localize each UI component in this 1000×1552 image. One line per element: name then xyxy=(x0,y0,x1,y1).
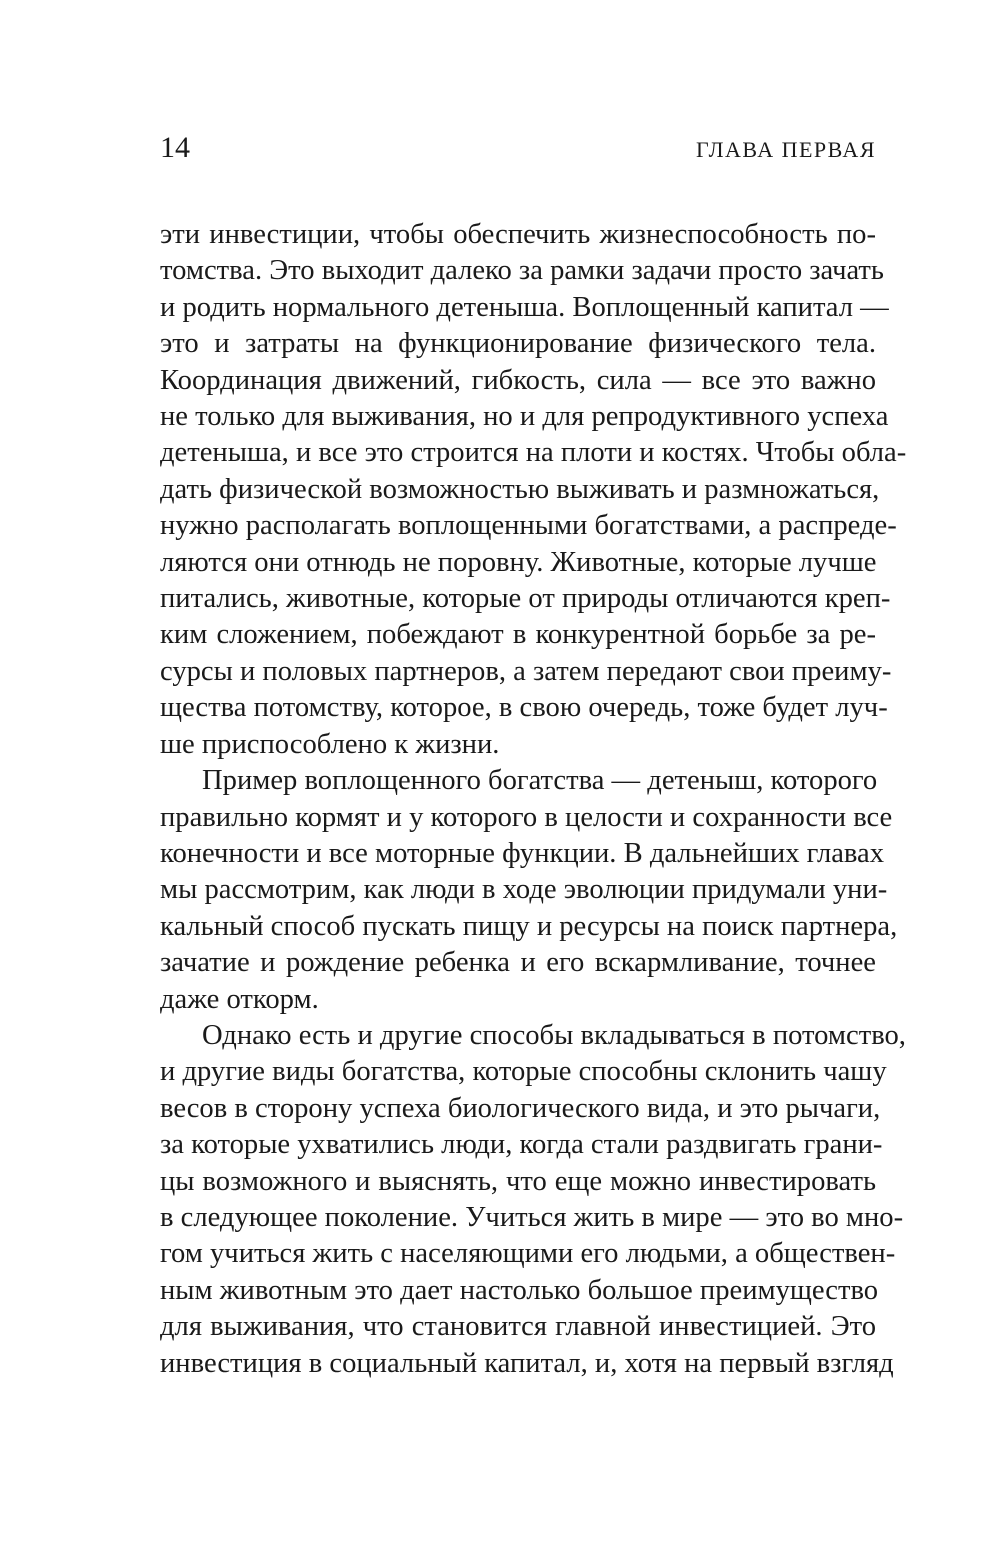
text-line: ким сложением, побеждают в конкурентной борьбе за ре- xyxy=(160,619,876,651)
text-line: для выживания, что становится главной инвестицией. Это xyxy=(160,1311,876,1343)
text-line: ляются они отнюдь не поровну. Животные, которые лучше xyxy=(160,546,877,578)
text-line: томства. Это выходит далеко за рамки задачи просто зачать xyxy=(160,255,884,287)
text-line: не только для выживания, но и для репродуктивного успеха xyxy=(160,401,889,433)
text-line: мы рассмотрим, как люди в ходе эволюции придумали уни- xyxy=(160,874,888,906)
text-line: гом учиться жить с населяющими его людьми, а обществен- xyxy=(160,1238,896,1270)
text-line: Координация движений, гибкость, сила — все это важно xyxy=(160,364,876,396)
text-line: Пример воплощенного богатства — детеныш, которого xyxy=(202,765,878,797)
text-line: и другие виды богатства, которые способны склонить чашу xyxy=(160,1056,887,1088)
text-line: детеныша, и все это строится на плоти и костях. Чтобы обла- xyxy=(160,437,907,469)
text-line: зачатие и рождение ребенка и его вскармливание, точнее xyxy=(160,947,876,979)
text-line: дать физической возможностью выживать и размножаться, xyxy=(160,473,880,505)
text-line: питались, животные, которые от природы отличаются креп- xyxy=(160,583,891,615)
text-line: ным животным это дает настолько большое преимущество xyxy=(160,1274,879,1306)
text-line: ше приспособлено к жизни. xyxy=(160,728,500,760)
paragraph-2 xyxy=(160,763,898,1018)
text-line: конечности и все моторные функции. В дальнейших главах xyxy=(160,837,885,869)
paragraph-3 xyxy=(160,1018,906,1382)
page-number: 14 xyxy=(160,131,190,164)
text-line: весов в сторону успеха биологического вида, и это рычаги, xyxy=(160,1092,881,1124)
text-line: в следующее поколение. Учиться жить в мире — это во мно- xyxy=(160,1201,904,1233)
body-text xyxy=(160,217,907,1382)
text-line: это и затраты на функционирование физического тела. xyxy=(160,328,876,360)
paragraph-1 xyxy=(160,217,907,763)
text-line: цы возможного и выяснять, что еще можно инвестировать xyxy=(160,1165,876,1197)
text-line: сурсы и половых партнеров, а затем передают свои преиму- xyxy=(160,655,892,687)
chapter-title: ГЛАВА ПЕРВАЯ xyxy=(696,137,876,162)
text-line: эти инвестиции, чтобы обеспечить жизнеспособность по- xyxy=(160,219,876,250)
text-line: даже откорм. xyxy=(160,983,319,1015)
running-header xyxy=(160,130,876,170)
text-line: и родить нормального детеныша. Воплощенный капитал — xyxy=(160,291,889,323)
text-line: нужно располагать воплощенными богатствами, а распреде- xyxy=(160,510,897,542)
text-line: правильно кормят и у которого в целости и сохранности все xyxy=(160,801,893,833)
text-line: за которые ухватились люди, когда стали раздвигать грани- xyxy=(160,1129,883,1161)
text-line: инвестиция в социальный капитал, и, хотя на первый взгляд xyxy=(160,1347,894,1379)
text-line: Однако есть и другие способы вкладываться в потомство, xyxy=(202,1019,906,1051)
text-line: щества потомству, которое, в свою очередь, тоже будет луч- xyxy=(160,692,888,724)
text-line: кальный способ пускать пищу и ресурсы на поиск партнера, xyxy=(160,910,898,942)
